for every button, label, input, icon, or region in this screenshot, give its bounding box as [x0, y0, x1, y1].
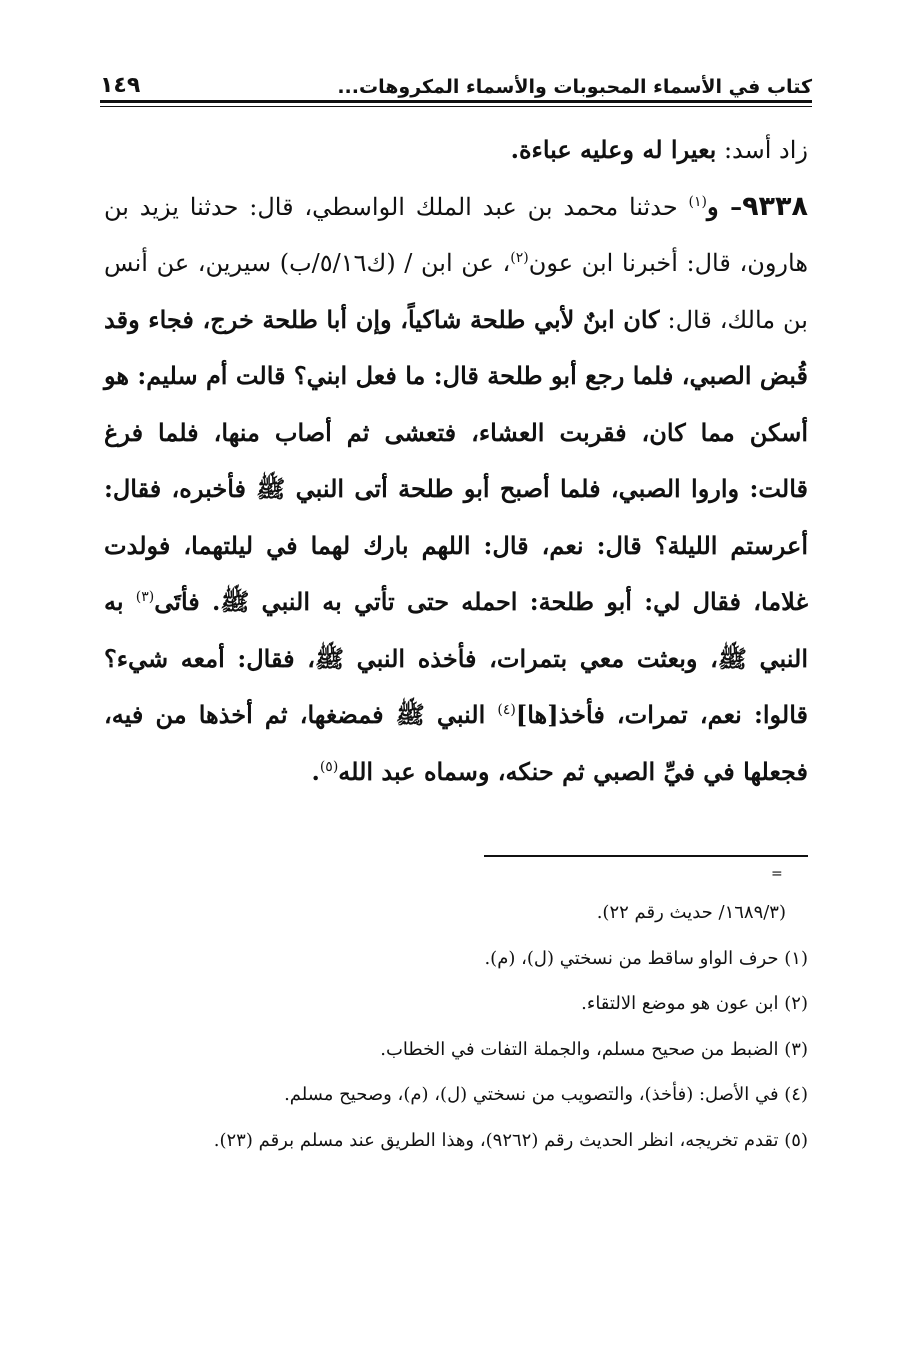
footnote-5: (٥) تقدم تخريجه، انظر الحديث رقم (٩٢٦٢)، وهذا الطريق عند مسلم برقم (٢٣).: [213, 1129, 808, 1151]
header-rule-thick: [100, 100, 812, 103]
paragraph-intro: [104, 122, 808, 179]
matn-part-1: كان ابنٌ لأبي طلحة شاكياً، وإن أبا طلحة خرج، فجاء وقد قُبض الصبي، فلما رجع أبو طلحة قال: ما فعل ابني؟ قالت أم سليم: هو أسكن مما كان، فقربت العشاء، فتعشى ثم أصاب منها، فلما فرغ قالت: واروا الصبي، فلما أصبح أبو طلحة أتى النبي ﷺ فأخبره، فقال: أعرستم الليلة؟ قال: نعم، قال: اللهم بارك لهما في ليلتهما، فولدت غلاما، فقال لي: أبو طلحة: احمله حتى تأتي به النبي ﷺ. فأتَى: [104, 304, 809, 616]
isnad-part-2: ، عن ابن / (ك٥/١٦/ب) سيرين، عن أنس بن مالك، قال:: [104, 249, 808, 334]
matn-part-3: النبي ﷺ فمضغها، ثم أخذها من فيه، فجعلها في فيِّ الصبي ثم حنكه، وسماه عبد الله: [104, 700, 808, 786]
header-rule-thin: [100, 106, 812, 107]
footnote-ref-1: (١): [688, 193, 707, 210]
matn-part-2: به النبي ﷺ، وبعثت معي بتمرات، فأخذه النبي ﷺ، فقال: أمعه شيء؟ قالوا: نعم، تمرات، فأخذ[ها]: [104, 587, 808, 729]
footnote-ref-5: (٥): [319, 758, 339, 775]
footnote-separator: [484, 855, 808, 857]
page-number: ١٤٩: [100, 73, 141, 98]
hadith-number: ٩٣٣٨: [742, 190, 808, 222]
footnote-continuation-mark: =: [771, 866, 783, 882]
paragraph-hadith: [104, 179, 808, 801]
footnote-3: (٣) الضبط من صحيح مسلم، والجملة التفات في الخطاب.: [380, 1038, 808, 1060]
intro-prefix: زاد أسد:: [716, 136, 808, 164]
footnote-ref-4: (٤): [497, 702, 516, 718]
matn-end: .: [311, 756, 320, 786]
footnotes: [150, 890, 808, 1163]
footnote-4: (٤) في الأصل: (فأخذ)، والتصويب من نسختي (ل)، (م)، وصحيح مسلم.: [284, 1084, 808, 1105]
hadith-separator: – و: [706, 191, 743, 221]
footnote-1: (١) حرف الواو ساقط من نسختي (ل)، (م).: [484, 947, 808, 969]
footnote-ref-3: (٣): [135, 589, 155, 605]
footnote-continuation: (١٦٨٩/٣/ حديث رقم ٢٢).: [596, 902, 786, 923]
page-header: [100, 68, 812, 98]
intro-bold: بعيرا له وعليه عباءة.: [510, 135, 717, 164]
footnote-2: (٢) ابن عون هو موضع الالتقاء.: [581, 993, 808, 1014]
isnad-part-1: حدثنا محمد بن عبد الملك الواسطي، قال: حدثنا يزيد بن هارون، قال: أخبرنا ابن عون: [104, 192, 808, 277]
main-text: [104, 122, 808, 800]
running-title: كتاب في الأسماء المحبوبات والأسماء المكروهات...: [337, 76, 812, 98]
footnote-ref-2: (٢): [510, 250, 529, 266]
